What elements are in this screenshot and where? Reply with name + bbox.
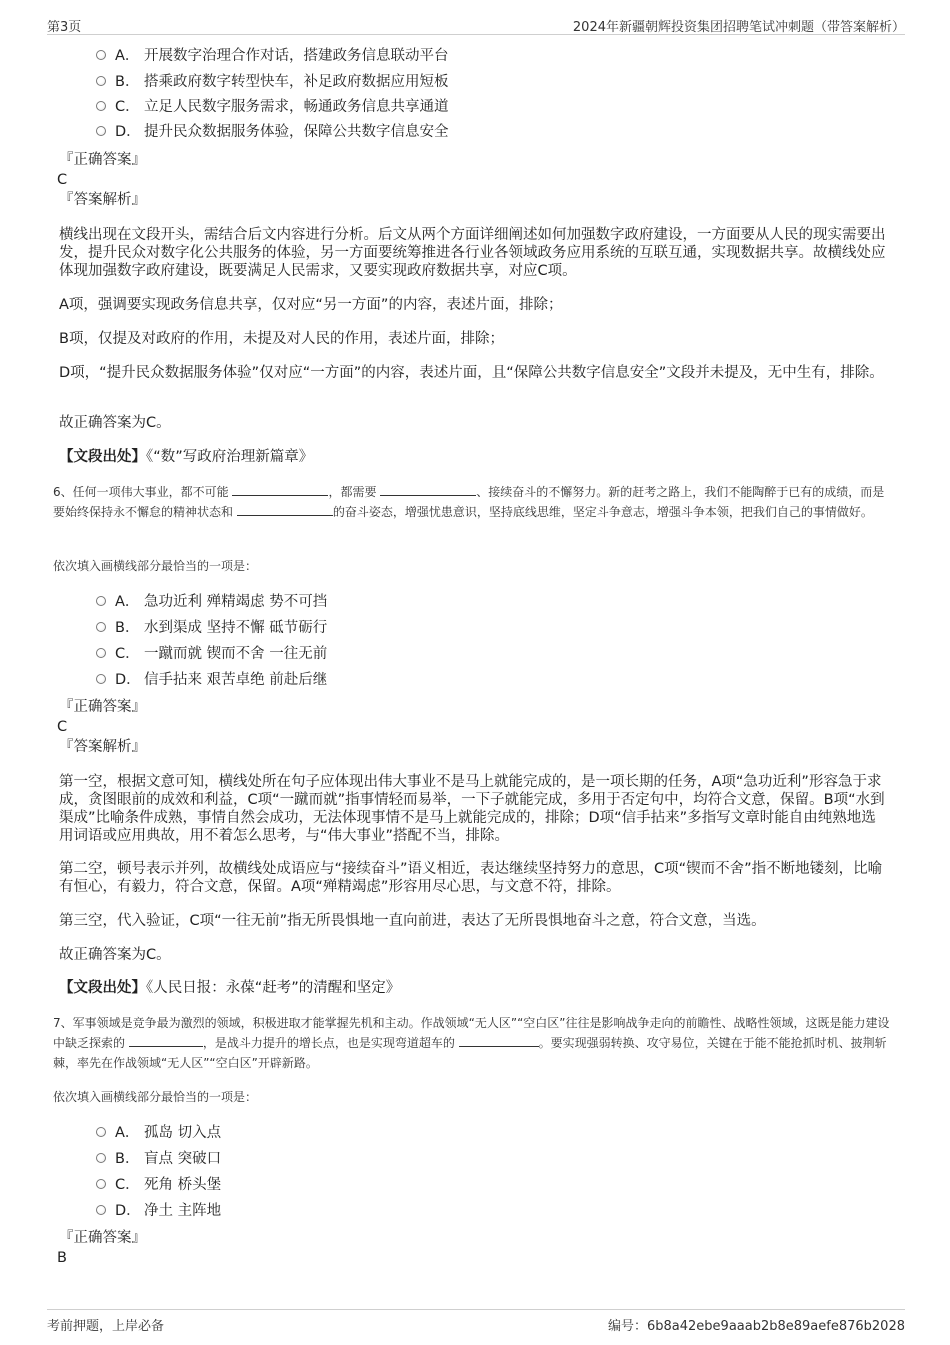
analysis-label: 『答案解析』 bbox=[59, 192, 146, 208]
q5-analysis-4: D项，“提升民众数据服务体验”仅对应“一方面”的内容，表述片面，且“保障公共数字信息安全”文段并未提及，无中生有，排除。 bbox=[59, 365, 884, 381]
q7-option-b[interactable]: B． 盲点 突破口 bbox=[96, 1149, 221, 1169]
q6-option-b[interactable]: B． 水到渠成 坚持不懈 砥节砺行 bbox=[96, 618, 327, 638]
q6-option-d[interactable]: D． 信手拈来 艰苦卓绝 前赴后继 bbox=[96, 670, 327, 690]
q7-option-a[interactable]: A． 孤岛 切入点 bbox=[96, 1123, 221, 1143]
q5-option-d[interactable]: D． 提升民众数据服务体验，保障公共数字信息安全 bbox=[96, 122, 449, 142]
radio-icon[interactable] bbox=[96, 101, 106, 111]
radio-icon[interactable] bbox=[96, 76, 106, 86]
radio-icon[interactable] bbox=[96, 648, 106, 658]
q7-option-d[interactable]: D． 净土 主阵地 bbox=[96, 1201, 221, 1221]
q7-question-text: 7、军事领域是竞争最为激烈的领域，积极进取才能掌握先机和主动。作战领域“无人区”“空白区”往往是影响战争走向的前瞻性、战略性领域，这既是能力建设中缺乏探索的 ，是战斗力提升的增长点，也是实现弯道超车的 。要实现强弱转换、攻守易位，关键在于能不能抢抓时机、披荆斩棘，率先在作战领域“无人区”“空白区”开辟新路。 bbox=[53, 1016, 890, 1070]
q6-option-a[interactable]: A． 急功近利 殚精竭虑 势不可挡 bbox=[96, 592, 327, 612]
analysis-label: 『答案解析』 bbox=[59, 739, 146, 755]
q7-prompt: 依次填入画横线部分最恰当的一项是： bbox=[53, 1090, 258, 1104]
q5-answer: C bbox=[57, 172, 68, 188]
q6-option-c[interactable]: C． 一蹴而就 锲而不舍 一往无前 bbox=[96, 644, 327, 664]
radio-icon[interactable] bbox=[96, 622, 106, 632]
q5-analysis-2: A项，强调要实现政务信息共享，仅对应“另一方面”的内容，表述片面，排除； bbox=[59, 297, 563, 313]
radio-icon[interactable] bbox=[96, 674, 106, 684]
blank bbox=[459, 1034, 539, 1047]
blank bbox=[380, 483, 476, 496]
q6-question-text: 6、任何一项伟大事业，都不可能 ，都需要 、接续奋斗的不懈努力。新的赶考之路上，我们不能陶醉于已有的成绩，而是要始终保持永不懈怠的精神状态和 的奋斗姿态，增强忧患意识，坚持底线思维，坚定斗争意志，增强斗争本领，把我们自己的事情做好。 bbox=[53, 485, 885, 519]
q7-answer: B bbox=[57, 1250, 67, 1266]
footer-slogan: 考前押题，上岸必备 bbox=[47, 1319, 165, 1334]
q6-analysis-4: 故正确答案为C。 bbox=[59, 947, 171, 963]
document-id: 编号：6b8a42ebe9aaab2b8e89aefe876b2028 bbox=[608, 1319, 905, 1334]
q5-analysis-3: B项，仅提及对政府的作用，未提及对人民的作用，表述片面，排除； bbox=[59, 331, 504, 347]
q5-option-a[interactable]: A． 开展数字治理合作对话，搭建政务信息联动平台 bbox=[96, 46, 449, 66]
q6-answer: C bbox=[57, 719, 68, 735]
q6-prompt: 依次填入画横线部分最恰当的一项是： bbox=[53, 559, 258, 573]
blank bbox=[232, 483, 328, 496]
q7-option-c[interactable]: C． 死角 桥头堡 bbox=[96, 1175, 221, 1195]
q5-source: 【文段出处】《“数”写政府治理新篇章》 bbox=[59, 449, 314, 465]
radio-icon[interactable] bbox=[96, 1153, 106, 1163]
blank bbox=[237, 503, 333, 516]
q6-analysis-3: 第三空，代入验证，C项“一往无前”指无所畏惧地一直向前进，表达了无所畏惧地奋斗之意，符合文意，当选。 bbox=[59, 913, 766, 929]
q5-analysis-1: 横线出现在文段开头，需结合后文内容进行分析。后文从两个方面详细阐述如何加强数字政府建设，一方面要从人民的现实需要出发，提升民众对数字化公共服务的体验，另一方面要统筹推进各行业各领域政务应用系统的互联互通，实现数据共享。故横线处应体现加强数字政府建设，既要满足人民需求，又要实现政府数据共享，对应C项。 bbox=[59, 227, 886, 279]
correct-answer-label: 『正确答案』 bbox=[59, 699, 146, 715]
page-header bbox=[47, 14, 905, 35]
q5-option-b[interactable]: B． 搭乘政府数字转型快车，补足政府数据应用短板 bbox=[96, 72, 449, 92]
radio-icon[interactable] bbox=[96, 126, 106, 136]
radio-icon[interactable] bbox=[96, 596, 106, 606]
page-footer bbox=[47, 1309, 905, 1334]
page-number: 第3页 bbox=[47, 20, 82, 35]
q6-analysis-2: 第二空，顿号表示并列，故横线处成语应与“接续奋斗”语义相近，表达继续坚持努力的意思，C项“锲而不舍”指不断地镂刻，比喻有恒心，有毅力，符合文意，保留。A项“殚精竭虑”形容用尽心思，与文意不符，排除。 bbox=[59, 861, 883, 895]
correct-answer-label: 『正确答案』 bbox=[59, 152, 146, 168]
radio-icon[interactable] bbox=[96, 1205, 106, 1215]
radio-icon[interactable] bbox=[96, 1179, 106, 1189]
q6-analysis-1: 第一空，根据文意可知，横线处所在句子应体现出伟大事业不是马上就能完成的，是一项长期的任务，A项“急功近利”形容急于求成，贪图眼前的成效和利益，C项“一蹴而就”指事情轻而易举，一下子就能完成，多用于否定句中，均符合文意，保留。B项“水到渠成”比喻条件成熟，事情自然会成功，无法体现事情不是马上就能完成的，排除；D项“信手拈来”多指写文章时能自由纯熟地选用词语或应用典故，用不着怎么思考，与“伟大事业”搭配不当，排除。 bbox=[59, 774, 885, 844]
q5-option-c[interactable]: C． 立足人民数字服务需求，畅通政务信息共享通道 bbox=[96, 97, 449, 117]
blank bbox=[129, 1034, 203, 1047]
correct-answer-label: 『正确答案』 bbox=[59, 1230, 146, 1246]
document-title: 2024年新疆朝辉投资集团招聘笔试冲刺题（带答案解析） bbox=[572, 20, 905, 35]
q6-source: 【文段出处】《人民日报：永葆“赶考”的清醒和坚定》 bbox=[59, 980, 401, 996]
radio-icon[interactable] bbox=[96, 50, 106, 60]
radio-icon[interactable] bbox=[96, 1127, 106, 1137]
q5-analysis-5: 故正确答案为C。 bbox=[59, 415, 171, 431]
